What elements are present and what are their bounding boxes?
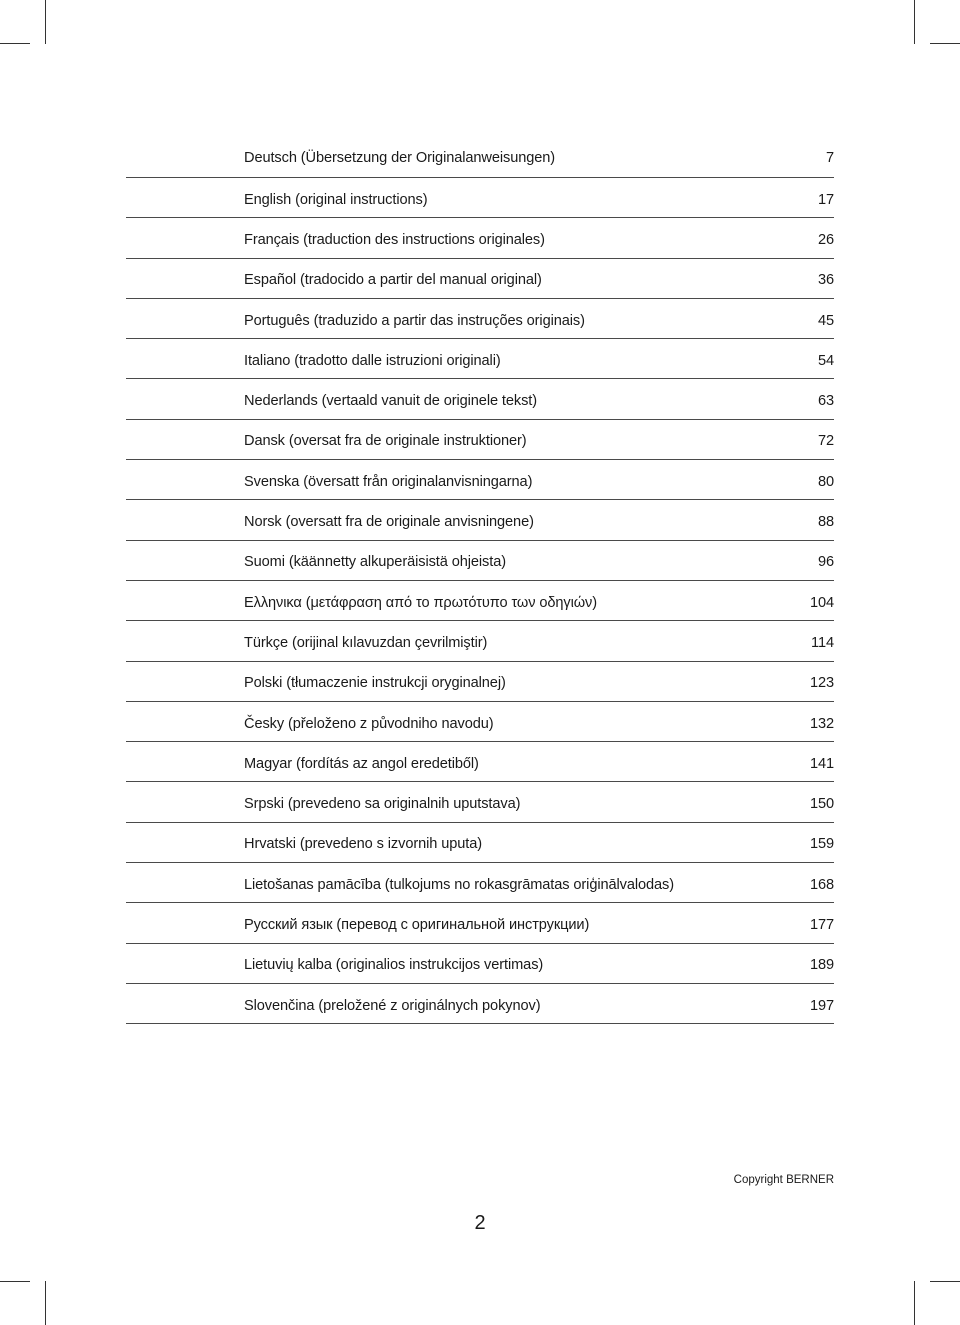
toc-entry-norsk[interactable] [126,500,834,540]
toc-page: 177 [809,916,834,933]
toc-page: 54 [817,352,834,369]
toc-entry-russkiy[interactable] [126,903,834,943]
toc-entry-svenska[interactable] [126,460,834,500]
crop-mark-top-left [45,0,46,44]
toc-title: English (original instructions) [244,191,428,208]
toc-page: 63 [817,393,834,410]
copyright-notice: Copyright BERNER [733,1174,834,1186]
crop-mark-bottom-right [914,1281,915,1325]
toc-page: 80 [817,473,834,490]
toc-title: Lietošanas pamācība (tulkojums no rokasgrāmatas oriģinālvalodas) [244,876,675,893]
toc-entry-italiano[interactable] [126,339,834,379]
toc-entry-dansk[interactable] [126,420,834,460]
toc-page: 104 [809,594,834,611]
crop-mark-top-left-h [0,43,30,44]
toc-title: Magyar (fordítás az angol eredetiből) [244,755,479,772]
crop-mark-bottom-right-h [930,1281,960,1282]
toc-entry-lietuviu[interactable] [126,944,834,984]
toc-title: Lietuvių kalba (originalios instrukcijos vertimas) [244,957,544,974]
toc-title: Suomi (käännetty alkuperäisistä ohjeista) [244,554,506,571]
toc-page: 159 [809,836,834,853]
toc-page: 197 [809,997,834,1014]
toc-entry-nederlands[interactable] [126,379,834,419]
toc-entry-cesky[interactable] [126,702,834,742]
crop-mark-top-right-h [930,43,960,44]
toc-entry-suomi[interactable] [126,541,834,581]
toc-title: Svenska (översatt från originalanvisningarna) [244,473,533,490]
toc-page: 88 [817,514,834,531]
toc-title: Português (traduzido a partir das instruções originais) [244,312,585,329]
toc-title: Dansk (oversat fra de originale instruktioner) [244,433,527,450]
table-of-contents [126,134,834,1024]
toc-title: Slovenčina (preložené z originálnych pokynov) [244,997,541,1014]
toc-title: Türkçe (orijinal kılavuzdan çevrilmiştir) [244,634,488,651]
toc-page: 96 [817,554,834,571]
toc-page: 36 [817,272,834,289]
toc-entry-latviesu[interactable] [126,863,834,903]
toc-title: Italiano (tradotto dalle istruzioni originali) [244,352,501,369]
toc-page: 114 [811,634,834,651]
toc-page: 132 [809,715,834,732]
toc-page: 72 [817,433,834,450]
toc-entry-francais[interactable] [126,218,834,258]
toc-title: Norsk (oversatt fra de originale anvisningene) [244,514,534,531]
toc-entry-turkce[interactable] [126,621,834,661]
toc-title: Deutsch (Übersetzung der Originalanweisungen) [244,149,556,166]
toc-page: 168 [809,876,834,893]
toc-title: Srpski (prevedeno sa originalnih uputstava) [244,796,521,813]
toc-page: 189 [809,957,834,974]
toc-entry-srpski[interactable] [126,782,834,822]
toc-entry-deutsch[interactable] [126,134,834,178]
crop-mark-bottom-left-h [0,1281,30,1282]
toc-page: 45 [817,312,834,329]
toc-title: Русский язык (перевод с оригинальной инструкции) [244,916,590,933]
toc-page: 7 [825,149,834,166]
toc-entry-slovencina[interactable] [126,984,834,1024]
toc-entry-espanol[interactable] [126,259,834,299]
toc-entry-polski[interactable] [126,662,834,702]
toc-title: Nederlands (vertaald vanuit de originele tekst) [244,393,538,410]
toc-title: Polski (tłumaczenie instrukcji oryginalnej) [244,675,506,692]
toc-entry-magyar[interactable] [126,742,834,782]
toc-page: 123 [809,675,834,692]
toc-title: Hrvatski (prevedeno s izvornih uputa) [244,836,483,853]
toc-page: 150 [809,796,834,813]
page-number: 2 [474,1212,486,1234]
toc-entry-english[interactable] [126,178,834,218]
toc-title: Ελληνικα (μετάφραση από το πρωτότυπο των οδηγιών) [244,594,598,611]
toc-page: 17 [817,191,834,208]
toc-entry-portugues[interactable] [126,299,834,339]
crop-mark-bottom-left [45,1281,46,1325]
toc-page: 26 [817,231,834,248]
toc-entry-ellinika[interactable] [126,581,834,621]
toc-entry-hrvatski[interactable] [126,823,834,863]
toc-title: Français (traduction des instructions originales) [244,231,545,248]
toc-page: 141 [809,755,834,772]
toc-title: Česky (přeloženo z původniho navodu) [244,715,494,732]
toc-title: Español (tradocido a partir del manual original) [244,272,542,289]
crop-mark-top-right [914,0,915,44]
